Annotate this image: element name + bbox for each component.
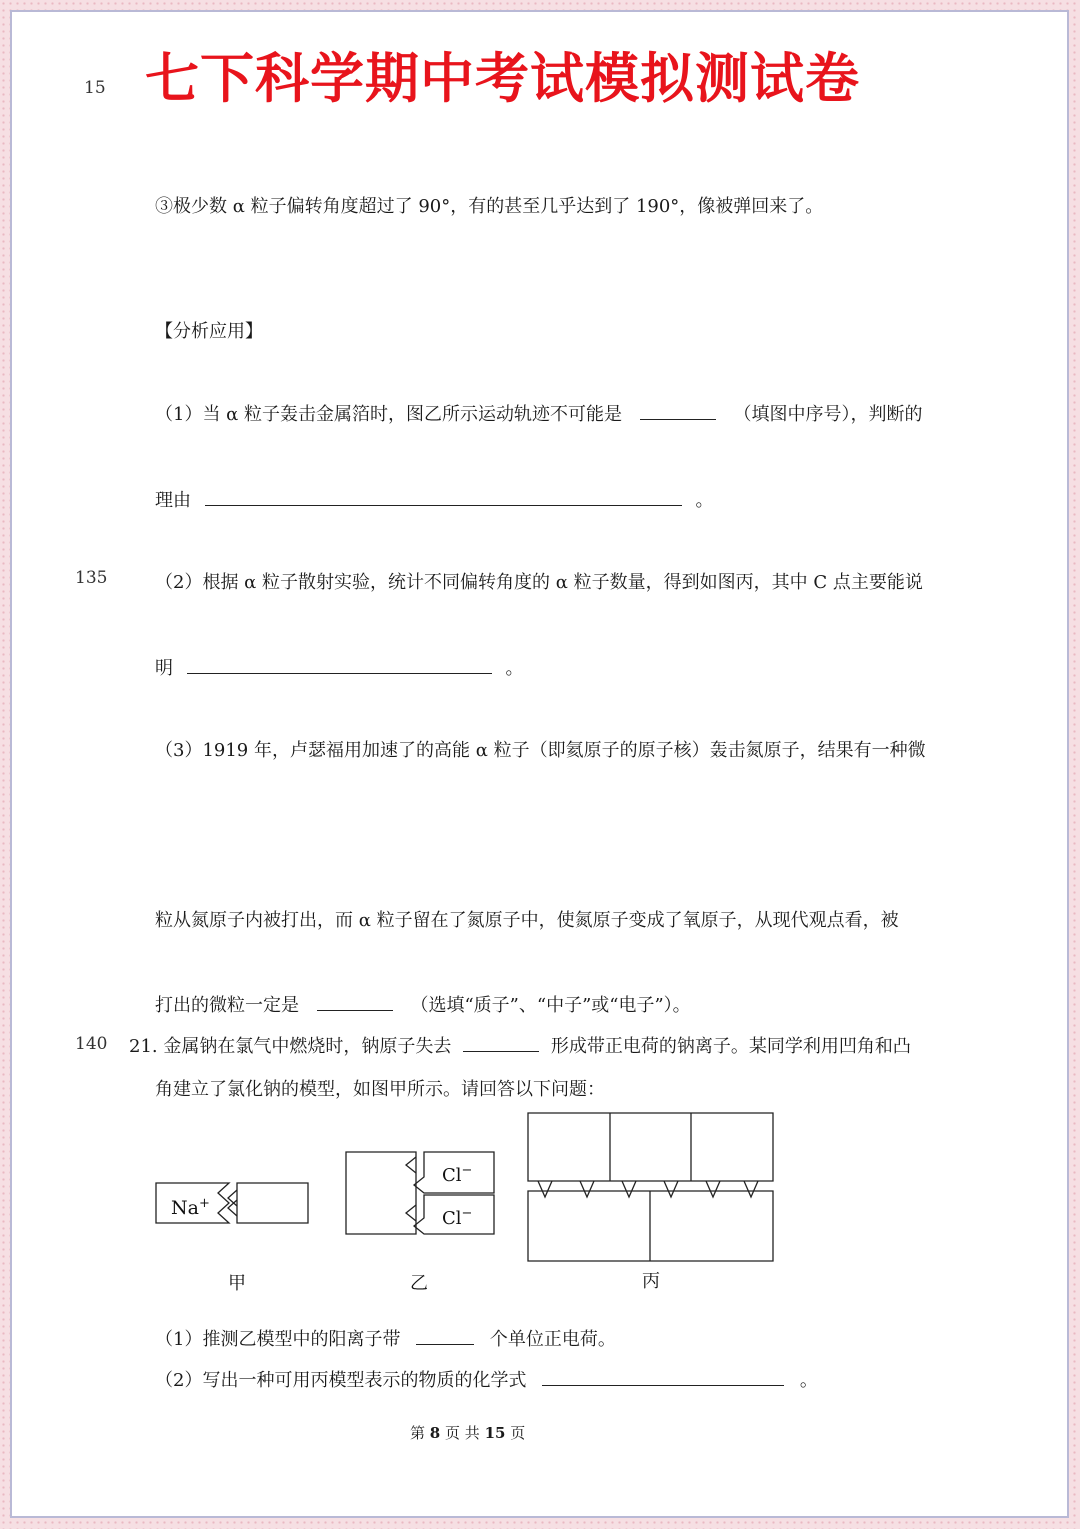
cation-notches bbox=[406, 1157, 416, 1221]
footer-total-pages: 15 bbox=[484, 1424, 506, 1442]
line-number-135: 135 bbox=[75, 568, 108, 588]
question-21-sub1-line bbox=[155, 1325, 616, 1351]
cation-block bbox=[346, 1152, 416, 1234]
question-1-text: （1）当 α 粒子轰击金属箔时，图乙所示运动轨迹不可能是 bbox=[155, 404, 623, 425]
reason-label: 理由 bbox=[155, 490, 191, 511]
cl-ion-bottom-label: Cl− bbox=[442, 1206, 473, 1229]
reason-period: 。 bbox=[695, 490, 714, 511]
question-2-text: （2）根据 α 粒子散射实验，统计不同偏转角度的 α 粒子数量，得到如图丙，其中 C 点主要能说 bbox=[155, 572, 923, 593]
line-number-15: 15 bbox=[84, 78, 106, 98]
question-1-line bbox=[155, 400, 923, 426]
question-21-sub2-line bbox=[155, 1366, 818, 1392]
question-21-sub1: （1）推测乙模型中的阳离子带 bbox=[155, 1329, 401, 1350]
empty-block bbox=[237, 1183, 308, 1223]
page-footer bbox=[410, 1422, 525, 1443]
footer-prefix: 第 bbox=[410, 1424, 426, 1442]
question-3-text: （3）1919 年，卢瑟福用加速了的高能 α 粒子（即氦原子的原子核）轰击氮原子，结果有一种微 bbox=[155, 740, 926, 761]
footer-middle: 页 共 bbox=[445, 1424, 480, 1442]
question-21-text: 金属钠在氯气中燃烧时，钠原子失去 bbox=[163, 1036, 452, 1057]
question-2-cont: 明 bbox=[155, 658, 173, 679]
question-21-number: 21. bbox=[129, 1036, 158, 1057]
observation-item-3: ③极少数 α 粒子偏转角度超过了 90°，有的甚至几乎达到了 190°，像被弹回来了。 bbox=[155, 196, 824, 217]
line-number-140: 140 bbox=[75, 1034, 108, 1054]
question-3-options: （选填“质子”、“中子”或“电子”）。 bbox=[410, 995, 691, 1016]
interlocking-teeth bbox=[538, 1181, 758, 1197]
figure-yi bbox=[346, 1152, 494, 1294]
question-1-answer-blank[interactable] bbox=[640, 403, 716, 420]
footer-page-number: 8 bbox=[429, 1424, 441, 1442]
question-2-answer-blank[interactable] bbox=[187, 657, 492, 674]
question-3-cont2-line bbox=[155, 991, 691, 1017]
question-3-cont2: 打出的微粒一定是 bbox=[155, 995, 299, 1016]
question-21-answer-blank[interactable] bbox=[463, 1035, 539, 1052]
question-1-reason-line bbox=[155, 486, 713, 512]
question-21-text-2: 形成带正电荷的钠离子。某同学利用凹角和凸 bbox=[550, 1036, 911, 1057]
question-2-period: 。 bbox=[505, 658, 524, 679]
question-21-sub2-blank[interactable] bbox=[542, 1369, 784, 1386]
question-21-sub1-tail: 个单位正电荷。 bbox=[489, 1329, 616, 1350]
question-21-cont: 角建立了氯化钠的模型，如图甲所示。请回答以下问题： bbox=[155, 1079, 605, 1100]
reason-answer-blank[interactable] bbox=[205, 489, 682, 506]
na-ion-label: Na+ bbox=[171, 1196, 210, 1219]
question-3-answer-blank[interactable] bbox=[317, 994, 393, 1011]
question-2-cont-line bbox=[155, 654, 523, 680]
figure-bing bbox=[528, 1113, 773, 1292]
page-title: 七下科学期中考试模拟测试卷 bbox=[145, 47, 860, 110]
question-21-line bbox=[129, 1032, 911, 1058]
sodium-chloride-model-figures bbox=[140, 1105, 800, 1305]
bottom-row-blocks bbox=[528, 1191, 773, 1261]
figure-jia-caption: 甲 bbox=[228, 1273, 246, 1294]
figure-jia bbox=[156, 1183, 308, 1294]
cl-ion-top-label: Cl− bbox=[442, 1163, 473, 1186]
question-21-sub1-blank[interactable] bbox=[416, 1328, 474, 1345]
question-1-hint: （填图中序号），判断的 bbox=[733, 404, 923, 425]
figure-bing-caption: 丙 bbox=[642, 1271, 660, 1292]
question-21-sub2: （2）写出一种可用丙模型表示的物质的化学式 bbox=[155, 1370, 527, 1391]
top-row-blocks bbox=[528, 1113, 773, 1181]
question-3-cont1: 粒从氮原子内被打出，而 α 粒子留在了氮原子中，使氮原子变成了氧原子，从现代观点看，被 bbox=[155, 910, 899, 931]
footer-suffix: 页 bbox=[510, 1424, 526, 1442]
figure-yi-caption: 乙 bbox=[410, 1273, 428, 1294]
section-heading: 【分析应用】 bbox=[155, 321, 263, 342]
question-21-sub2-period: 。 bbox=[799, 1370, 818, 1391]
